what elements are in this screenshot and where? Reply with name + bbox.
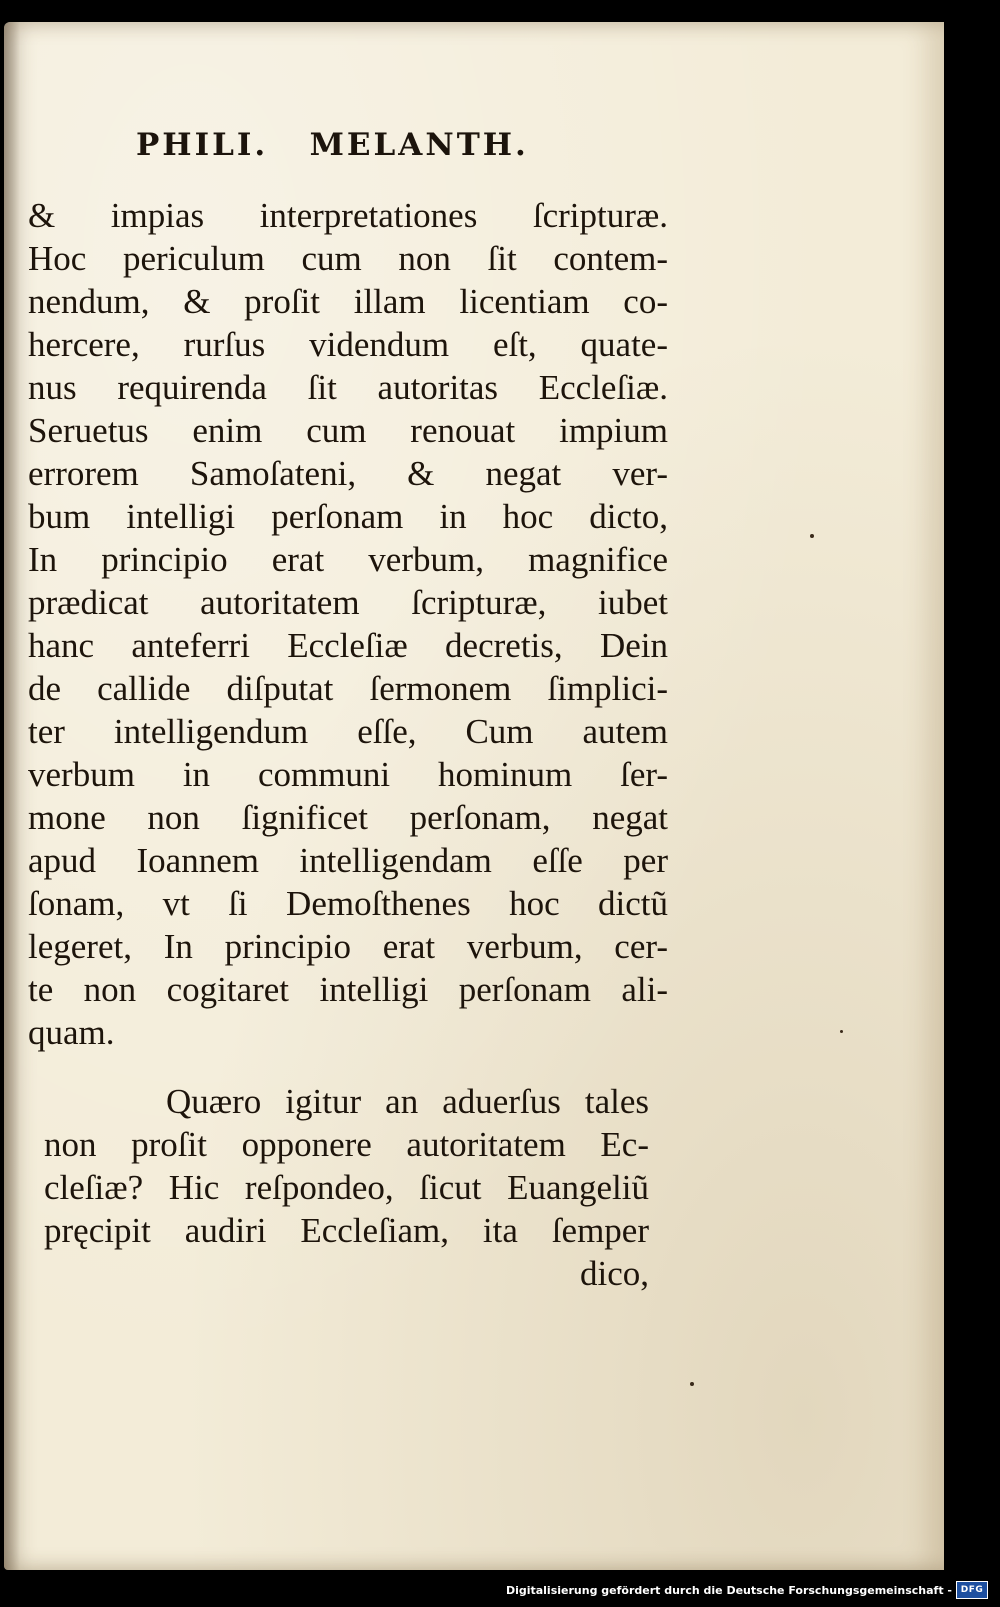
catchword: dico, xyxy=(579,1254,649,1293)
paper-speck xyxy=(690,1382,694,1386)
text-line: hanc anteferri Eccleſiæ decretis, Dein xyxy=(28,626,668,665)
text-line: prædicat autoritatem ſcripturæ, iubet xyxy=(28,583,668,622)
text-line: mone non ſignificet perſonam, negat xyxy=(28,798,668,837)
text-line: verbum in communi hominum ſer- xyxy=(28,755,668,794)
paragraph-1 xyxy=(28,194,668,1054)
text-line: hercere, rurſus videndum eſt, quate- xyxy=(28,325,668,364)
page-gutter-shadow xyxy=(4,22,20,1570)
text-line: nus requirenda ſit autoritas Eccleſiæ. xyxy=(28,368,668,407)
text-line: apud Ioannem intelligendam eſſe per xyxy=(28,841,668,880)
text-line: pręcipit audiri Eccleſiam, ita ſemper xyxy=(44,1211,649,1250)
paper-speck xyxy=(810,534,814,538)
digitization-footer xyxy=(506,1577,988,1603)
text-line: In principio erat verbum, magnifice xyxy=(28,540,668,579)
text-line: legeret, In principio erat verbum, cer- xyxy=(28,927,668,966)
text-line: non proſit opponere autoritatem Ec- xyxy=(44,1125,649,1164)
text-line: te non cogitaret intelligi perſonam ali- xyxy=(28,970,668,1009)
text-line: errorem Samoſateni, & negat ver- xyxy=(28,454,668,493)
text-line: de callide diſputat ſermonem ſimplici- xyxy=(28,669,668,708)
funding-note: Digitalisierung gefördert durch die Deutsche Forschungsgemeinschaft - xyxy=(505,1583,952,1597)
text-line: Seruetus enim cum renouat impium xyxy=(28,411,668,450)
book-page xyxy=(4,22,944,1570)
text-line: ſonam, vt ſi Demoſthenes hoc dictũ xyxy=(28,884,668,923)
paragraph-2 xyxy=(44,1080,649,1295)
text-line: & impias interpretationes ſcripturæ. xyxy=(28,196,668,235)
running-head: PHILI. MELANTH. xyxy=(136,127,529,163)
text-line: bum intelligi perſonam in hoc dicto, xyxy=(28,497,668,536)
paper-speck xyxy=(840,1030,843,1033)
text-line: Quæro igitur an aduerſus tales xyxy=(166,1082,649,1121)
dfg-logo: DFG xyxy=(956,1581,988,1599)
text-line: cleſiæ? Hic reſpondeo, ſicut Euangeliũ xyxy=(44,1168,649,1207)
text-line: quam. xyxy=(28,1013,115,1052)
text-line: ter intelligendum eſſe, Cum autem xyxy=(28,712,668,751)
text-line: nendum, & proſit illam licentiam co- xyxy=(28,282,668,321)
text-line: Hoc periculum cum non ſit contem- xyxy=(28,239,668,278)
